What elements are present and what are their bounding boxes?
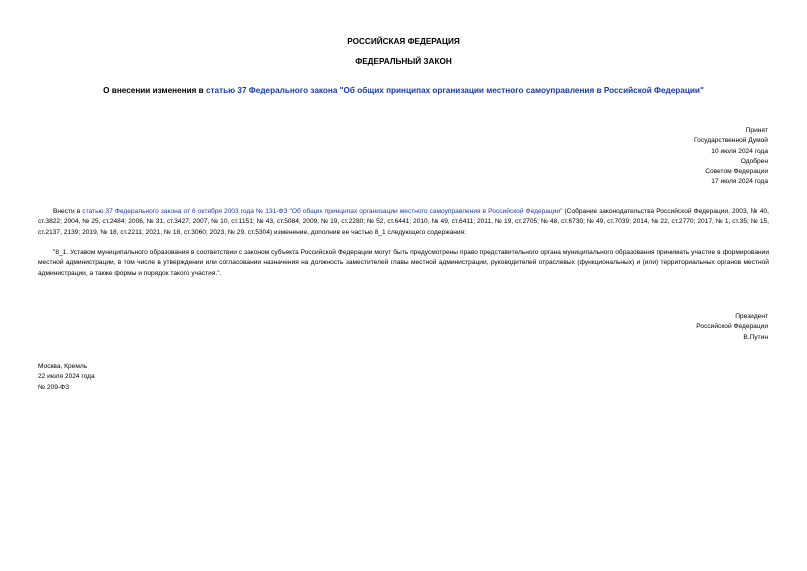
adoption-line: Принят <box>745 127 768 134</box>
adoption-line: 10 июля 2024 года <box>711 147 768 155</box>
signature-line: Президент <box>735 313 768 320</box>
p1-rest: (Собрание законодательства Российской Федерации, 2003, № 40, ст.3822; 2004, № 25, ст.2484; 2006, № 31, ст.3427; 2007, № 10, ст.1151; № 43, ст.5084; 2009, № 19, ст.2280; № 52, ст.6441; 2010, № 49, ст.6411; 2011, № 19, ст.2705; № 48, ст.6730; № 49, ст.7039; 2014, № 22, ст.2770; 2017, № 1, ст.35; № 15, ст.2137, 2139; 2019, № 18, ст.2211; 2021, № 18, ст.3060; 2023, № 29, ст.5304) изменение, дополнив ее частью 8_1 следующего содержания: <box>38 208 769 236</box>
place-date-line: № 209-ФЗ <box>38 383 70 391</box>
adoption-line: 17 июля 2024 года <box>711 178 768 186</box>
adoption-line: Советом Федерации <box>705 168 768 176</box>
adoption-block <box>694 126 768 188</box>
law-title-link[interactable]: статью 37 Федерального закона "Об общих принципах организации местного самоуправления в Российской Федерации" <box>205 86 704 95</box>
adoption-line: Государственной Думой <box>694 137 768 145</box>
signature-line: В.Путин <box>743 333 768 341</box>
signature-block <box>696 312 768 343</box>
p1-prefix: Внести в <box>53 208 83 215</box>
p1-law-link[interactable]: статью 37 Федерального закона от 6 октября 2003 года № 131-ФЗ "Об общих принципах организации местного самоуправления в Российской Федерации" <box>82 208 563 215</box>
law-title-prefix: О внесении изменения в <box>103 86 206 95</box>
doc-type-heading: ФЕДЕРАЛЬНЫЙ ЗАКОН <box>355 57 452 66</box>
adoption-line: Одобрен <box>740 157 768 165</box>
law-title <box>38 86 769 95</box>
place-date-line: 22 июля 2024 года <box>38 373 95 381</box>
body-paragraph-1 <box>38 207 769 238</box>
place-date-line: Москва, Кремль <box>38 363 88 370</box>
country-heading: РОССИЙСКАЯ ФЕДЕРАЦИЯ <box>347 37 460 46</box>
place-date-block <box>38 362 95 393</box>
signature-line: Российской Федерации <box>696 323 768 331</box>
body-paragraph-2: "8_1. Уставом муниципального образования в соответствии с законом субъекта Российской Федерации могут быть предусмотрены право представительного органа муниципального образования принимать участие в формировании местной администрации, в том числе в утверждении или согласовании назначения на должность заместителей главы местной администрации, руководителей отраслевых (функциональных) и (или) территориальных органов местной администрации, а также формы и порядок такого участия.". <box>38 249 769 277</box>
